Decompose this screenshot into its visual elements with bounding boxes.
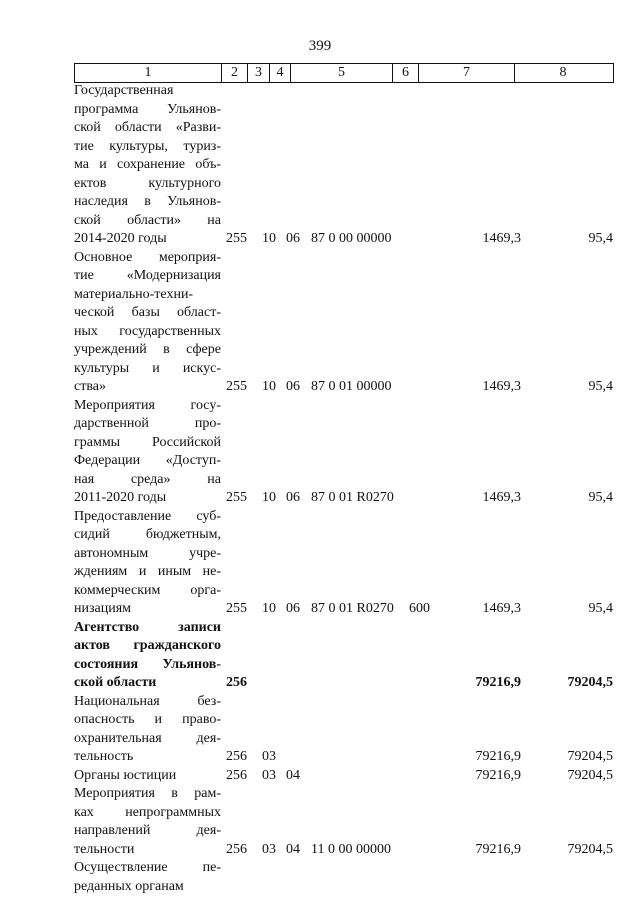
amount-executed: 95,4 xyxy=(588,490,613,505)
header-col-7: 7 xyxy=(419,64,515,82)
section-code: 256 xyxy=(226,749,247,764)
table-row xyxy=(74,249,613,397)
row-name-line: Предоставление суб- xyxy=(74,508,221,524)
target-item-code: 87 0 01 R0270 xyxy=(311,601,394,616)
row-name-line: низациям xyxy=(74,601,132,616)
table-header xyxy=(74,63,614,83)
header-col-6: 6 xyxy=(393,64,419,82)
row-name xyxy=(74,82,221,249)
table-row xyxy=(74,397,613,508)
header-col-4: 4 xyxy=(270,64,291,82)
row-name xyxy=(74,767,221,786)
chapter-code: 10 xyxy=(262,601,276,616)
section-code: 256 xyxy=(226,767,247,783)
chapter-code: 03 xyxy=(262,841,276,857)
amount-plan: 79216,9 xyxy=(475,767,521,783)
subsection-code: 04 xyxy=(286,767,300,783)
table-row xyxy=(74,693,613,767)
section-code: 256 xyxy=(226,675,247,690)
row-name-line: ждениям и иным не- xyxy=(74,564,221,579)
row-name-line: граммы Российской xyxy=(74,434,221,450)
header-col-2: 2 xyxy=(222,64,248,82)
row-name-line: ческой базы област- xyxy=(74,305,221,320)
row-name-line: наследия в Ульянов- xyxy=(74,194,221,209)
row-name-line: дарственной про- xyxy=(74,416,221,431)
row-name-line: направлений дея- xyxy=(74,823,221,838)
page-number: 399 xyxy=(308,38,332,54)
amount-executed: 79204,5 xyxy=(567,841,613,857)
header-col-8: 8 xyxy=(559,65,567,80)
row-name-line: ках непрограммных xyxy=(74,804,221,820)
chapter-code: 03 xyxy=(262,767,276,783)
amount-executed: 95,4 xyxy=(588,601,613,616)
header-col-5: 5 xyxy=(291,64,393,82)
chapter-code: 03 xyxy=(262,749,276,764)
subsection-code: 06 xyxy=(286,601,300,616)
row-name-line: автономным учре- xyxy=(74,545,221,561)
row-name-line: опасность и право- xyxy=(74,712,221,727)
target-item-code: 11 0 00 00000 xyxy=(311,841,391,857)
target-item-code: 87 0 00 00000 xyxy=(311,231,392,246)
row-name-line: сидий бюджетным, xyxy=(74,527,221,542)
row-name-line: учреждений в сфере xyxy=(74,342,221,357)
row-name-line: тельности xyxy=(74,841,135,857)
table-row xyxy=(74,82,613,249)
section-code: 255 xyxy=(226,490,247,505)
row-name-line: Федерации «Доступ- xyxy=(74,453,221,468)
row-name xyxy=(74,859,221,896)
subsection-code: 06 xyxy=(286,379,300,394)
amount-executed: 79204,5 xyxy=(567,675,613,690)
row-name-line: ской области xyxy=(74,675,157,690)
table-row xyxy=(74,619,613,693)
header-col-3: 3 xyxy=(248,64,270,82)
row-name xyxy=(74,785,221,859)
amount-executed: 95,4 xyxy=(588,231,613,246)
subsection-code: 04 xyxy=(286,841,300,857)
row-name-line: культуры и искус- xyxy=(74,360,221,376)
table-row xyxy=(74,785,613,859)
amount-plan: 1469,3 xyxy=(482,379,521,394)
row-name xyxy=(74,619,221,693)
header-col-1: 1 xyxy=(75,64,222,82)
row-name-line: ная среда» на xyxy=(74,471,221,487)
target-item-code: 87 0 01 00000 xyxy=(311,379,392,394)
amount-plan: 79216,9 xyxy=(475,675,521,690)
amount-plan: 1469,3 xyxy=(482,231,521,246)
chapter-code: 10 xyxy=(262,490,276,505)
row-name-line: ма и сохранение объ- xyxy=(74,157,221,172)
row-name-line: ства» xyxy=(74,379,106,394)
section-code: 255 xyxy=(226,379,247,394)
target-item-code: 87 0 01 R0270 xyxy=(311,490,394,505)
row-name-line: Национальная без- xyxy=(74,693,221,709)
table-row xyxy=(74,767,613,786)
row-name-line: реданных органам xyxy=(74,878,184,894)
row-name-line: 2011-2020 годы xyxy=(74,490,167,505)
row-name-line: тельность xyxy=(74,749,134,764)
row-name-line: состояния Ульянов- xyxy=(74,656,221,672)
expense-type-code: 600 xyxy=(409,601,430,616)
table-body xyxy=(74,82,613,896)
subsection-code: 06 xyxy=(286,490,300,505)
amount-executed: 95,4 xyxy=(588,379,613,394)
table-row xyxy=(74,508,613,619)
row-name-line: Мероприятия госу- xyxy=(74,397,221,413)
row-name-line: Мероприятия в рам- xyxy=(74,786,221,801)
subsection-code: 06 xyxy=(286,231,300,246)
amount-plan: 1469,3 xyxy=(482,601,521,616)
chapter-code: 10 xyxy=(262,379,276,394)
row-name xyxy=(74,693,221,767)
row-name-line: Основное мероприя- xyxy=(74,249,221,265)
amount-plan: 1469,3 xyxy=(482,490,521,505)
row-name xyxy=(74,508,221,619)
row-name-line: ской области» на xyxy=(74,212,221,228)
amount-plan: 79216,9 xyxy=(475,749,521,764)
row-name-line: Осуществление пе- xyxy=(74,860,221,875)
amount-executed: 79204,5 xyxy=(567,749,613,764)
row-name-line: тие «Модернизация xyxy=(74,268,221,283)
row-name-line: охранительная дея- xyxy=(74,730,221,746)
row-name-line: ных государственных xyxy=(74,323,221,339)
row-name-line: коммерческим орга- xyxy=(74,582,221,598)
table-row xyxy=(74,859,613,896)
row-name-line: Агентство записи xyxy=(74,619,221,635)
row-name-line: программа Ульянов- xyxy=(74,101,221,117)
row-name-line: материально-техни- xyxy=(74,286,194,302)
section-code: 255 xyxy=(226,231,247,246)
amount-plan: 79216,9 xyxy=(475,841,521,857)
section-code: 256 xyxy=(226,841,247,857)
row-name-line: актов гражданского xyxy=(74,638,221,653)
section-code: 255 xyxy=(226,601,247,616)
row-name-line: ектов культурного xyxy=(74,175,221,191)
row-name-line: 2014-2020 годы xyxy=(74,231,167,246)
row-name-line: тие культуры, туриз- xyxy=(74,138,221,154)
row-name xyxy=(74,249,221,397)
amount-executed: 79204,5 xyxy=(567,767,613,783)
row-name xyxy=(74,397,221,508)
row-name-line: Органы юстиции xyxy=(74,767,177,783)
row-name-line: Государственная xyxy=(74,83,174,98)
row-name-line: ской области «Разви- xyxy=(74,120,221,135)
chapter-code: 10 xyxy=(262,231,276,246)
